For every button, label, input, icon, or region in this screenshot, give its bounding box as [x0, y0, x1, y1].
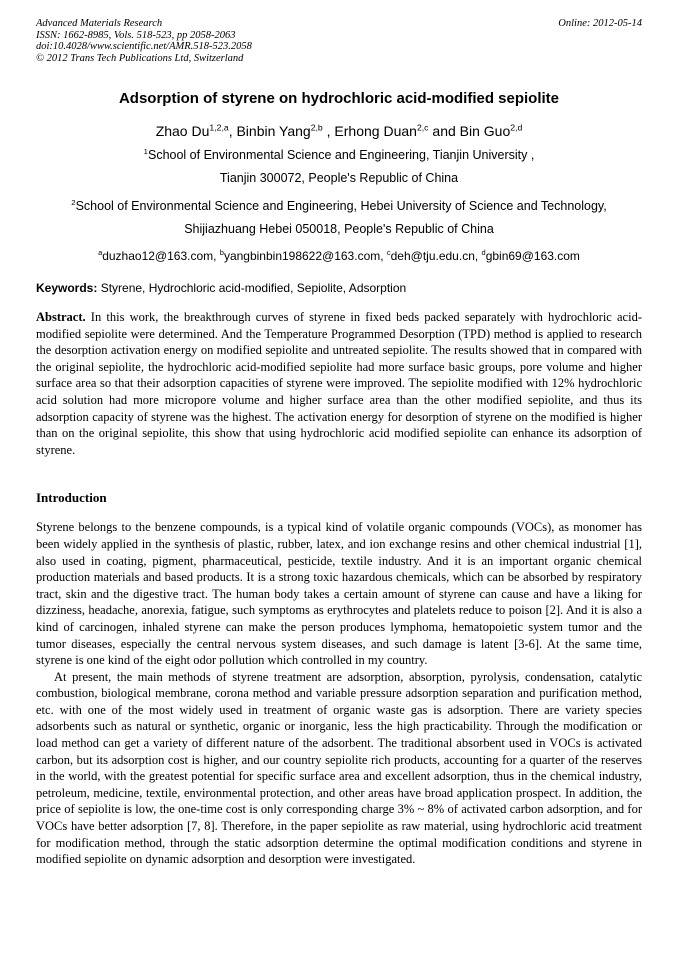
email-address: deh@tju.edu.cn, — [390, 249, 482, 263]
author-separator: , — [228, 123, 237, 139]
author — [236, 123, 334, 139]
author-emails — [36, 249, 642, 263]
author-name: Zhao Du — [155, 123, 210, 139]
abstract — [36, 309, 642, 458]
email-mark: d — [481, 248, 486, 257]
keywords-text: Styrene, Hydrochloric acid-modified, Sepiolite, Adsorption — [97, 281, 407, 295]
keywords-label: Keywords: — [36, 281, 98, 295]
paper-title: Adsorption of styrene on hydrochloric acid-modified sepiolite — [118, 90, 560, 107]
journal-name: Advanced Materials Research — [36, 18, 163, 29]
affiliation-text: School of Environmental Science and Engineering, Tianjin University , — [147, 148, 535, 162]
affiliation-number: 1 — [143, 146, 148, 156]
author — [156, 123, 237, 139]
affiliation-1 — [36, 144, 642, 190]
affiliation-number: 2 — [71, 197, 76, 207]
email-address: gbin69@163.com — [485, 249, 580, 263]
affiliation-text: Shijiazhuang Hebei 050018, People's Republic of China — [184, 222, 494, 236]
online-date: Online: 2012-05-14 — [558, 18, 642, 29]
affiliation-text: Tianjin 300072, People's Republic of China — [219, 171, 459, 185]
author-separator: , — [322, 123, 335, 139]
author-affiliation-mark: 2,b — [310, 122, 323, 133]
affiliation-2 — [36, 195, 642, 241]
author-name: Erhong Duan — [334, 123, 417, 139]
abstract-text: In this work, the breakthrough curves of styrene in fixed beds packed separately with hydrochloric acid-modified sepiolite were determined. And the Temperature Programmed Desorption (TPD) method is applied to research the desorption activation energy on modified sepiolite and untreated sepiolite. The results showed that in compared with the original sepiolite, the hydrochloric acid-modified sepiolite had more surface basic groups, pore volume and higher surface area so that their adsorption capacities of styrene were improved. The sepiolite modified with 12% hydrochloric acid solution had more micropore volume and higher surface area than the other modified sepiolite, and thus its adsorption capacity of styrene was the highest. The activation energy for desorption of styrene on the modified is higher than on the original sepiolite, this show that using hydrochloric acid modified sepiolite can enhance its adsorption of styrene. — [36, 310, 642, 457]
copyright-line: © 2012 Trans Tech Publications Ltd, Switzerland — [36, 52, 244, 64]
section-heading-introduction: Introduction — [36, 490, 107, 506]
keywords-line — [36, 281, 642, 295]
email-mark: a — [98, 248, 103, 257]
introduction-paragraph-2: At present, the main methods of styrene treatment are adsorption, absorption, pyrolysis, condensation, catalytic combustion, biological membrane, corona method and variable pressure adsorption separation and purification method, etc. with one of the most widely used in treatment of organic waste gas is adsorption. There are variety species adsorbents such as natural or synthetic, organic or inorganic, less the high practicability. Through the modification or load method can get a variety of different nature of the adsorbent. The traditional absorbent used in VOCs is activated carbon, but its adsorption cost is higher, and our country sepiolite rich products, accounting for a quarter of the reserves in the world, with the greatest potential for specific surface area and excellent adsorption, thus in the chemical industry, petroleum, medicine, textile, environmental protection, and other areas have broad application prospect. In addition, the price of sepiolite is low, the one-time cost is only corresponding charge 3% ~ 8% of activated carbon adsorption, and for VOCs have better adsorption [7, 8]. Therefore, in the paper sepiolite as raw material, using hydrochloric acid treatment for modification method, through the static adsorption determine the optimal modification conditions and styrene in modified sepiolite on dynamic adsorption and desorption were investigated. — [36, 669, 642, 867]
authors-line — [36, 123, 642, 139]
author-separator: and — [428, 123, 460, 139]
author-affiliation-mark: 2,d — [510, 122, 523, 133]
email — [98, 249, 220, 263]
email — [220, 249, 387, 263]
author — [334, 123, 459, 139]
email — [387, 249, 482, 263]
email-mark: b — [219, 248, 224, 257]
doi-line: doi:10.4028/www.scientific.net/AMR.518-523.2058 — [36, 41, 252, 52]
author-name: Bin Guo — [459, 123, 511, 139]
introduction-paragraph-1: Styrene belongs to the benzene compounds, is a typical kind of volatile organic compounds (VOCs), as monomer has been widely applied in the synthesis of plastic, rubber, latex, and ion exchange resins and other chemical industrial [1], also used in coating, pigment, pharmaceutical, pesticide, textile industry. And it is an important organic chemical production materials and based products. It is a strong toxic hazardous chemicals, which can be absorbed by respiratory tract, skin and the digestive tract. The human body takes a certain amount of styrene can cause and have a liking for dizziness, headache, anorexia, fatigue, such symptoms as erythrocytes and platelets reduce to poison [2]. And it is also a kind of carcinogen, inhaled styrene can make the person produces lymphoma, hematopoietic system tumor and the tumor diseases, especially the central nervous system diseases, and such damage is latent [3-6]. At the same time, styrene is one kind of the eight odor pollution which controlled in my country. — [36, 520, 642, 668]
affiliation-text: School of Environmental Science and Engineering, Hebei University of Science and Technology, — [75, 199, 607, 213]
abstract-label: Abstract. — [36, 310, 86, 324]
email-mark: c — [386, 248, 391, 257]
email-address: yangbinbin198622@163.com, — [223, 249, 387, 263]
author-affiliation-mark: 1,2,a — [209, 122, 229, 133]
author — [460, 123, 523, 139]
issn-line: ISSN: 1662-8985, Vols. 518-523, pp 2058-2063 — [36, 29, 236, 41]
author-affiliation-mark: 2,c — [416, 122, 429, 133]
author-name: Binbin Yang — [236, 123, 311, 139]
journal-header-left — [36, 18, 252, 64]
journal-header — [36, 18, 642, 64]
email-address: duzhao12@163.com, — [102, 249, 220, 263]
email — [482, 249, 580, 263]
